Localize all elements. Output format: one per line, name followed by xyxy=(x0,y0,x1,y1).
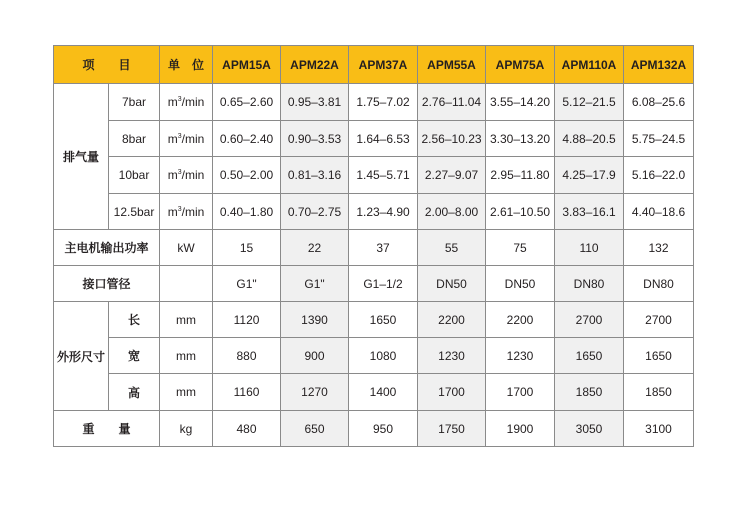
value-cell: 1700 xyxy=(418,374,486,411)
pressure-cell: 7bar xyxy=(109,84,160,121)
header-model: APM37A xyxy=(349,46,418,84)
value-cell: 1850 xyxy=(624,374,694,411)
value-cell: DN50 xyxy=(418,266,486,302)
value-cell: 1120 xyxy=(213,302,281,338)
header-model: APM75A xyxy=(486,46,555,84)
unit-cell: mm xyxy=(160,338,213,374)
unit-text: /min xyxy=(181,168,205,182)
table-row xyxy=(54,374,694,411)
value-cell: 4.25–17.9 xyxy=(555,157,624,194)
value-cell: 1080 xyxy=(349,338,418,374)
header-item: 项 目 xyxy=(54,46,160,84)
value-cell: 2.00–8.00 xyxy=(418,194,486,230)
value-cell: 132 xyxy=(624,230,694,266)
value-cell: 110 xyxy=(555,230,624,266)
header-model: APM132A xyxy=(624,46,694,84)
weight-label: 重 量 xyxy=(54,411,160,447)
value-cell: 1.45–5.71 xyxy=(349,157,418,194)
value-cell: DN50 xyxy=(486,266,555,302)
value-cell: 2.61–10.50 xyxy=(486,194,555,230)
value-cell: 0.81–3.16 xyxy=(281,157,349,194)
unit-text: m xyxy=(167,95,178,109)
value-cell: 1650 xyxy=(624,338,694,374)
header-model: APM15A xyxy=(213,46,281,84)
value-cell: G1" xyxy=(281,266,349,302)
unit-cell xyxy=(160,157,213,194)
value-cell: 3.55–14.20 xyxy=(486,84,555,121)
value-cell: DN80 xyxy=(624,266,694,302)
value-cell: 2.27–9.07 xyxy=(418,157,486,194)
table-row xyxy=(54,194,694,230)
value-cell: 950 xyxy=(349,411,418,447)
value-cell: 2.76–11.04 xyxy=(418,84,486,121)
value-cell: 880 xyxy=(213,338,281,374)
value-cell: 2200 xyxy=(418,302,486,338)
table-row xyxy=(54,46,694,84)
value-cell: 6.08–25.6 xyxy=(624,84,694,121)
value-cell: 2.95–11.80 xyxy=(486,157,555,194)
value-cell: 75 xyxy=(486,230,555,266)
value-cell: 2200 xyxy=(486,302,555,338)
value-cell: 1270 xyxy=(281,374,349,411)
table-row xyxy=(54,266,694,302)
value-cell: 22 xyxy=(281,230,349,266)
value-cell: 3100 xyxy=(624,411,694,447)
value-cell: G1–1/2 xyxy=(349,266,418,302)
value-cell: 1650 xyxy=(349,302,418,338)
unit-cell xyxy=(160,84,213,121)
value-cell: 0.65–2.60 xyxy=(213,84,281,121)
header-model: APM110A xyxy=(555,46,624,84)
header-unit: 单 位 xyxy=(160,46,213,84)
value-cell: 15 xyxy=(213,230,281,266)
spec-table xyxy=(53,45,694,447)
value-cell: 55 xyxy=(418,230,486,266)
value-cell: 2700 xyxy=(555,302,624,338)
unit-cell: mm xyxy=(160,302,213,338)
value-cell: 3.83–16.1 xyxy=(555,194,624,230)
value-cell: 650 xyxy=(281,411,349,447)
value-cell: 1230 xyxy=(486,338,555,374)
value-cell: 0.50–2.00 xyxy=(213,157,281,194)
value-cell: 900 xyxy=(281,338,349,374)
value-cell: 1700 xyxy=(486,374,555,411)
value-cell: 2.56–10.23 xyxy=(418,121,486,157)
value-cell: DN80 xyxy=(555,266,624,302)
value-cell: G1" xyxy=(213,266,281,302)
table-row xyxy=(54,411,694,447)
pressure-cell: 12.5bar xyxy=(109,194,160,230)
value-cell: 1230 xyxy=(418,338,486,374)
value-cell: 0.90–3.53 xyxy=(281,121,349,157)
unit-superscript: 3 xyxy=(177,205,182,213)
table-row xyxy=(54,121,694,157)
value-cell: 0.60–2.40 xyxy=(213,121,281,157)
value-cell: 1650 xyxy=(555,338,624,374)
motor-label: 主电机输出功率 xyxy=(54,230,160,266)
unit-cell xyxy=(160,121,213,157)
value-cell: 5.12–21.5 xyxy=(555,84,624,121)
value-cell: 3050 xyxy=(555,411,624,447)
value-cell: 1160 xyxy=(213,374,281,411)
exhaust-label: 排气量 xyxy=(54,84,109,230)
header-model: APM55A xyxy=(418,46,486,84)
value-cell: 2700 xyxy=(624,302,694,338)
dims-label: 外形尺寸 xyxy=(54,302,109,411)
table-row xyxy=(54,302,694,338)
pressure-cell: 10bar xyxy=(109,157,160,194)
unit-text: m xyxy=(167,168,178,182)
value-cell: 1.23–4.90 xyxy=(349,194,418,230)
unit-superscript: 3 xyxy=(177,96,182,103)
value-cell: 480 xyxy=(213,411,281,447)
unit-cell xyxy=(160,266,213,302)
value-cell: 4.40–18.6 xyxy=(624,194,694,230)
value-cell: 1750 xyxy=(418,411,486,447)
value-cell: 1400 xyxy=(349,374,418,411)
pressure-cell: 8bar xyxy=(109,121,160,157)
table-row xyxy=(54,84,694,121)
value-cell: 5.16–22.0 xyxy=(624,157,694,194)
unit-cell: kW xyxy=(160,230,213,266)
value-cell: 1390 xyxy=(281,302,349,338)
value-cell: 1850 xyxy=(555,374,624,411)
value-cell: 1.75–7.02 xyxy=(349,84,418,121)
value-cell: 37 xyxy=(349,230,418,266)
table-row xyxy=(54,157,694,194)
unit-superscript: 3 xyxy=(177,132,182,140)
dim-name: 长 xyxy=(109,302,160,338)
unit-cell: mm xyxy=(160,374,213,411)
unit-text: m xyxy=(167,204,178,219)
value-cell: 3.30–13.20 xyxy=(486,121,555,157)
unit-cell: kg xyxy=(160,411,213,447)
value-cell: 0.70–2.75 xyxy=(281,194,349,230)
value-cell: 0.95–3.81 xyxy=(281,84,349,121)
pipe-label: 接口管径 xyxy=(54,266,160,302)
unit-text: /min xyxy=(181,204,205,219)
unit-text: m xyxy=(167,131,178,146)
unit-superscript: 3 xyxy=(177,169,182,176)
value-cell: 0.40–1.80 xyxy=(213,194,281,230)
value-cell: 1.64–6.53 xyxy=(349,121,418,157)
dim-name: 宽 xyxy=(109,338,160,374)
value-cell: 1900 xyxy=(486,411,555,447)
value-cell: 4.88–20.5 xyxy=(555,121,624,157)
header-model: APM22A xyxy=(281,46,349,84)
table-row xyxy=(54,338,694,374)
dim-name: 高 xyxy=(109,374,160,411)
table-row xyxy=(54,230,694,266)
unit-cell xyxy=(160,194,213,230)
value-cell: 5.75–24.5 xyxy=(624,121,694,157)
unit-text: /min xyxy=(181,95,205,109)
unit-text: /min xyxy=(181,131,205,146)
